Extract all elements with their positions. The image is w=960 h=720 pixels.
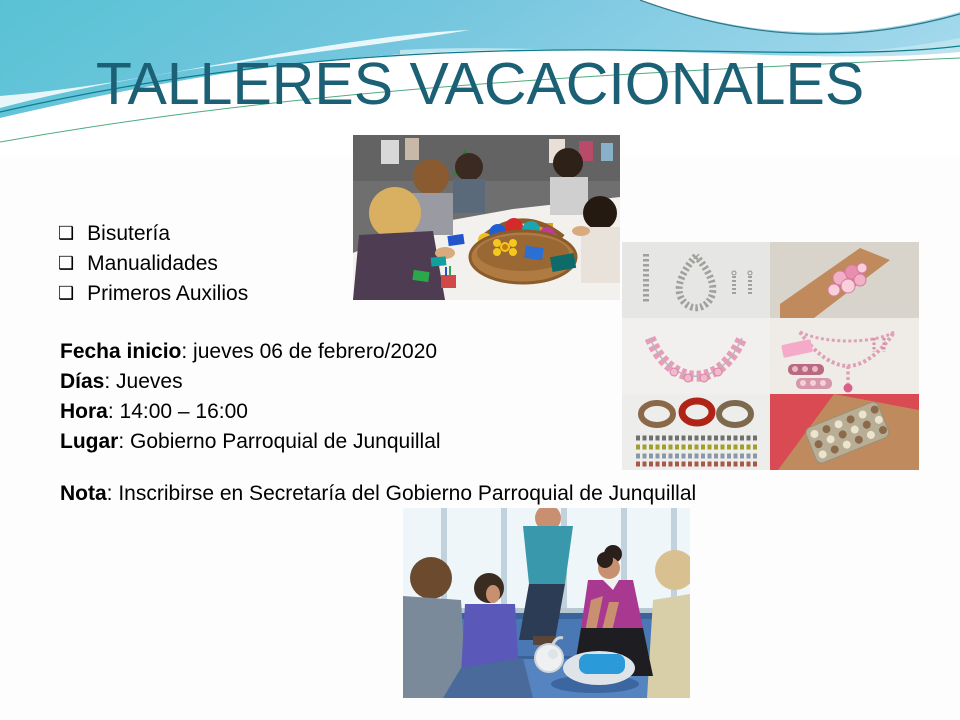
schedule-info	[60, 337, 441, 457]
note-value: : Inscribirse en Secretaría del Gobierno Parroquial de Junquillal	[106, 482, 697, 505]
info-line-lugar	[60, 427, 441, 457]
checkbox-bullet-icon: ❑	[58, 252, 75, 273]
info-value: : Jueves	[104, 370, 183, 393]
info-label: Hora	[60, 400, 108, 423]
bullet-label: Primeros Auxilios	[87, 282, 249, 305]
info-label: Fecha inicio	[60, 340, 182, 363]
info-line-hora	[60, 397, 441, 427]
list-item	[58, 279, 248, 309]
first-aid-training-photo	[403, 508, 690, 698]
info-label: Lugar	[60, 430, 119, 453]
checkbox-bullet-icon: ❑	[58, 282, 75, 303]
note-label: Nota	[60, 482, 107, 505]
list-item	[58, 219, 248, 249]
bullet-label: Bisutería	[87, 222, 171, 245]
jewelry-collage-photo	[622, 242, 919, 470]
info-line-dias	[60, 367, 441, 397]
info-value: : 14:00 – 16:00	[107, 400, 248, 423]
slide-title: TALLERES VACACIONALES	[95, 51, 865, 117]
list-item	[58, 249, 248, 279]
note-line	[60, 479, 696, 509]
checkbox-bullet-icon: ❑	[58, 222, 75, 243]
craft-workshop-photo	[353, 135, 620, 300]
info-line-fecha	[60, 337, 441, 367]
info-label: Días	[60, 370, 105, 393]
workshop-list	[58, 219, 248, 309]
person-blonde	[369, 187, 421, 239]
info-value: : Gobierno Parroquial de Junquillal	[118, 430, 441, 453]
bullet-label: Manualidades	[87, 252, 218, 275]
info-value: : jueves 06 de febrero/2020	[181, 340, 438, 363]
